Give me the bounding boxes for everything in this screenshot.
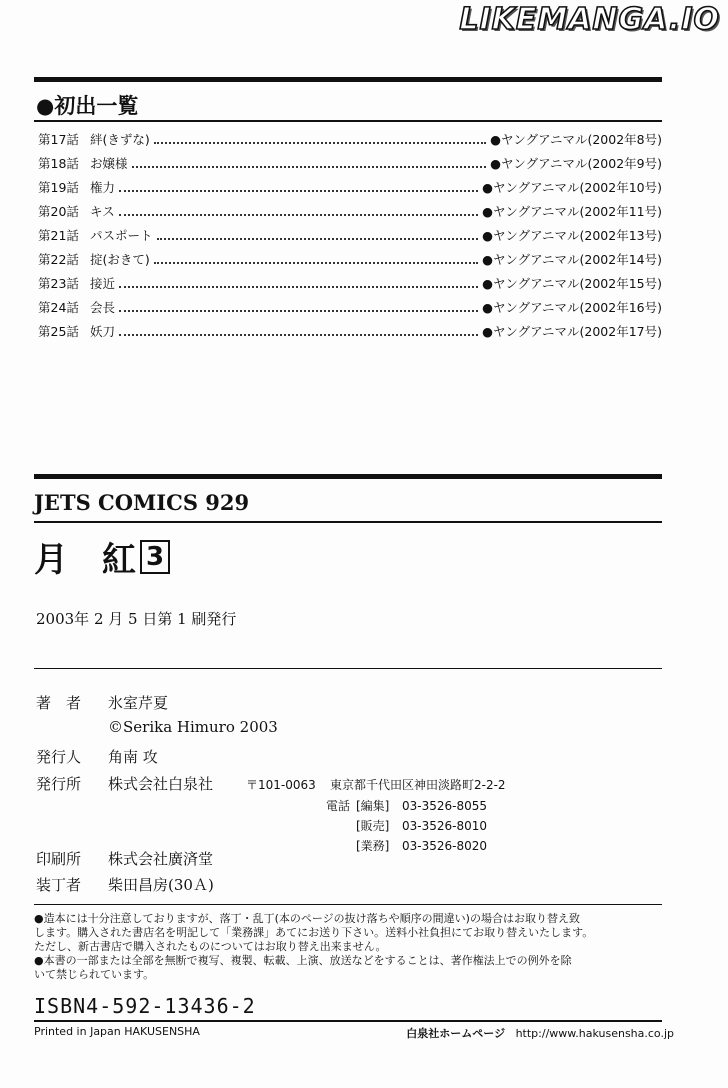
publisher-address: 東京都千代田区神田淡路町2-2-2 [330,778,506,792]
date-rule [34,668,662,669]
homepage-url[interactable]: http://www.hakusensha.co.jp [515,1027,674,1040]
toc-row [38,127,662,151]
chapter-title: 妖刀 [90,324,116,339]
chapter-title: 権力 [90,180,116,195]
series-rule [34,521,662,523]
toc-row [38,199,662,223]
notice-rule [34,904,662,905]
book-title-text: 月 紅 [34,540,136,580]
chapter-title: 絆(きずな) [90,132,150,147]
chapter-number: 第24話 [38,300,79,315]
printer-label: 印刷所 [36,850,82,868]
postal-code: 〒101-0063 [246,778,316,792]
printer-name: 株式会社廣済堂 [108,850,214,868]
leader-dots [119,183,478,192]
publisher-person-name: 角南 攻 [108,748,158,766]
isbn-rule [34,1020,662,1022]
chapter-number: 第25話 [38,324,79,339]
copyright-line [108,718,278,736]
author-label: 著 者 [36,694,82,712]
homepage-label: 白泉社ホームページ [406,1027,506,1040]
leader-dots [119,327,478,336]
phone-row-edit [326,796,487,816]
publisher-label: 発行所 [36,775,82,793]
phone-number: 03-3526-8055 [402,799,488,813]
chapter-title: お嬢様 [90,156,128,171]
phone-number: 03-3526-8010 [402,819,488,833]
chapter-source: ●ヤングアニマル(2002年16号) [482,300,662,315]
chapter-number: 第17話 [38,132,79,147]
notice-block [34,912,674,982]
notice-line: ●本書の一部または全部を無断で複写、複製、転載、上演、放送などをすることは、著作権法上での例外を除 [34,954,572,967]
phone-label: 電話 [326,799,351,813]
leader-dots [119,303,478,312]
chapter-source: ●ヤングアニマル(2002年11号) [482,204,662,219]
leader-dots [119,207,478,216]
isbn-number: ISBN4-592-13436-2 [34,994,256,1018]
toc-row [38,319,662,343]
book-title [34,532,170,581]
toc-row [38,295,662,319]
chapter-number: 第23話 [38,276,79,291]
toc-list [38,127,662,343]
phone-block [326,796,487,856]
publisher-person-label: 発行人 [36,748,82,766]
watermark-logo: LIKEMANGA.IO [459,2,720,37]
leader-dots [154,135,486,144]
chapter-source: ●ヤングアニマル(2002年14号) [482,252,662,267]
designer-label: 装丁者 [36,876,82,894]
chapter-title: キス [90,204,115,219]
footer [34,1025,674,1041]
chapter-source: ●ヤングアニマル(2002年13号) [482,228,662,243]
phone-dept: [業務] [356,839,390,853]
homepage-block [406,1025,674,1041]
notice-line: ●造本には十分注意しておりますが、落丁・乱丁(本のページの抜け落ちや順序の間違い)の場合はお取り替え致 [34,912,580,925]
chapter-source: ●ヤングアニマル(2002年17号) [482,324,662,339]
chapter-number: 第22話 [38,252,79,267]
toc-title-rule [34,120,662,122]
toc-row [38,271,662,295]
chapter-source: ●ヤングアニマル(2002年9号) [490,156,662,171]
chapter-source: ●ヤングアニマル(2002年10号) [482,180,662,195]
toc-row [38,175,662,199]
toc-row [38,223,662,247]
publisher-person-row [36,746,158,767]
leader-dots [132,159,487,168]
toc-row [38,247,662,271]
phone-dept: [編集] [356,799,390,813]
publisher-name: 株式会社白泉社 [108,775,214,793]
chapter-number: 第20話 [38,204,79,219]
publication-date: 2003年 2 月 5 日第 1 刷発行 [36,610,237,628]
phone-dept: [販売] [356,819,390,833]
chapter-number: 第19話 [38,180,79,195]
chapter-source: ●ヤングアニマル(2002年15号) [482,276,662,291]
chapter-title: 会長 [90,300,116,315]
author-name: 氷室芹夏 [108,694,169,712]
designer-row [36,874,214,895]
notice-line: ただし、新古書店で購入されたものについてはお取り替え出来ません。 [34,940,387,953]
chapter-title: パスポート [90,228,153,243]
notice-line: いて禁じられています。 [34,968,155,981]
chapter-number: 第18話 [38,156,79,171]
leader-dots [154,255,478,264]
copyright-text: ©Serika Himuro 2003 [108,718,278,736]
chapter-title: 掟(おきて) [90,252,150,267]
publisher-row [36,773,506,794]
toc-row [38,151,662,175]
leader-dots [157,231,479,240]
author-row [36,692,168,713]
phone-row-operations [326,836,487,856]
leader-dots [119,279,478,288]
top-rule [34,77,662,82]
designer-name: 柴田昌房(30Ａ) [108,876,214,894]
chapter-source: ●ヤングアニマル(2002年8号) [490,132,662,147]
phone-number: 03-3526-8020 [402,839,488,853]
chapter-title: 接近 [90,276,116,291]
phone-row-sales [326,816,487,836]
notice-line: します。購入された書店名を明記して「業務課」あてにお送り下さい。送料小社負担にてお取り替えいたします。 [34,926,594,939]
printed-in-label: Printed in Japan HAKUSENSHA [34,1025,200,1038]
volume-number: 3 [140,540,170,574]
colophon-top-rule [34,474,662,479]
series-label: JETS COMICS 929 [34,490,250,515]
toc-title: ●初出一覧 [36,94,139,118]
printer-row [36,848,213,869]
chapter-number: 第21話 [38,228,79,243]
